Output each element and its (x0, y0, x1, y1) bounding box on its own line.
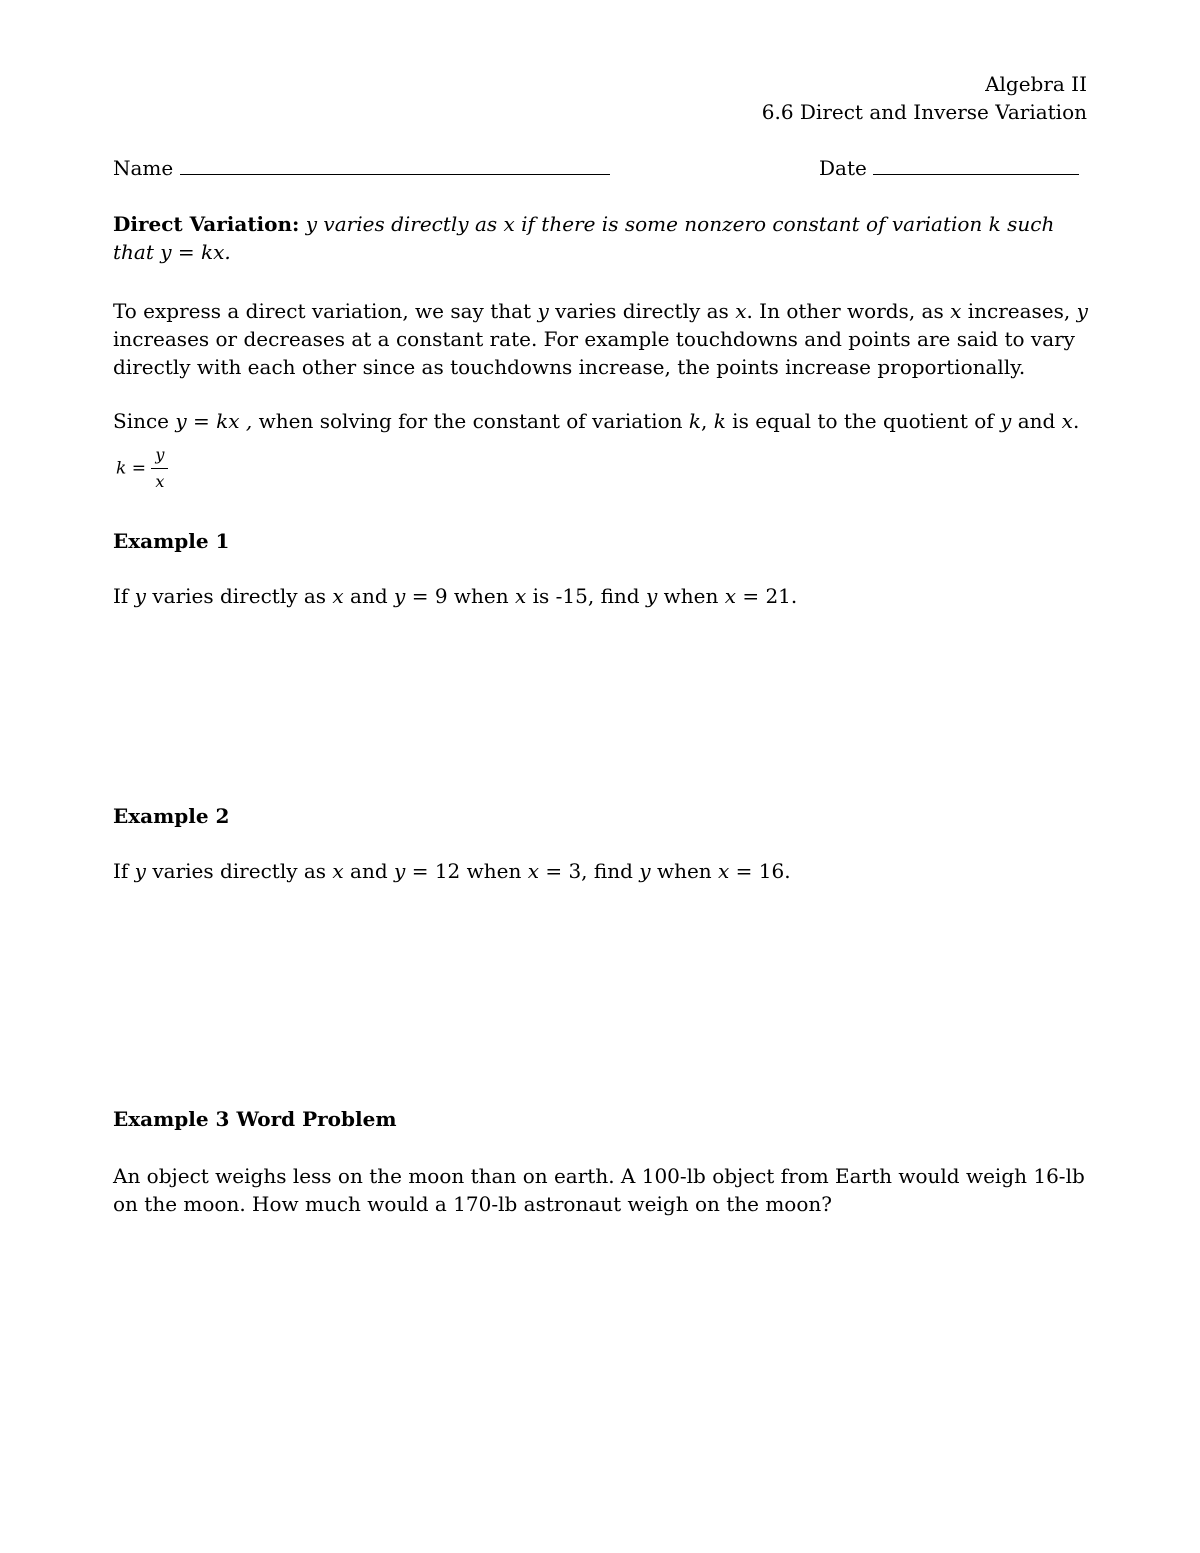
variable-y: y (1000, 409, 1012, 433)
explanation-text: increases or decreases at a constant rate. For example touchdowns and points are said to vary (113, 327, 1075, 351)
example-1-title: Example 1 (113, 529, 230, 553)
variable: y (639, 859, 651, 883)
variable-x: x (735, 299, 747, 323)
explanation-text: To express a direct variation, we say that (113, 299, 538, 323)
problem-text: = 12 when (405, 859, 528, 883)
explanation-paragraph (113, 297, 1088, 381)
problem-text: varies directly as (145, 859, 333, 883)
formula-numerator: y (151, 446, 168, 469)
problem-text: and (343, 859, 395, 883)
since-text: and (1011, 409, 1062, 433)
variable: x (514, 584, 527, 608)
name-field[interactable] (113, 156, 610, 180)
explanation-text: . In other words, as (746, 299, 951, 323)
problem-text: on the moon. How much would a 170-lb astronaut weigh on the moon? (113, 1192, 832, 1216)
since-text: , (700, 409, 714, 433)
problem-text: and (343, 584, 395, 608)
example-2-title: Example 2 (113, 804, 230, 828)
explanation-text: directly with each other since as touchdowns increase, the points increase proportionally. (113, 355, 1026, 379)
formula-denominator: x (155, 472, 165, 491)
problem-text: varies directly as (145, 584, 333, 608)
since-sentence (113, 407, 1079, 435)
problem-text: If (113, 584, 135, 608)
variable: x (718, 859, 730, 883)
problem-text: when (650, 859, 719, 883)
definition-text-1: y varies directly as x if there is some nonzero constant of variation k such (299, 212, 1055, 236)
problem-text: = 21. (735, 584, 798, 608)
since-text: is equal to the quotient of (725, 409, 1001, 433)
problem-text: is -15, find (526, 584, 646, 608)
example-2-problem (113, 859, 791, 883)
definition (113, 210, 1054, 266)
definition-text-2: that y = kx. (113, 240, 231, 264)
variable: y (645, 584, 658, 608)
course-title: Algebra II (985, 72, 1087, 96)
name-label: Name (113, 156, 174, 180)
date-blank[interactable] (873, 160, 1079, 175)
variable: y (134, 584, 146, 608)
variable-x: x (950, 299, 962, 323)
variable-y: y (537, 299, 549, 323)
explanation-text: increases, (961, 299, 1077, 323)
example-3-title: Example 3 Word Problem (113, 1107, 397, 1131)
variable: x (724, 584, 736, 608)
problem-text: when (657, 584, 725, 608)
formula-lhs: k = (116, 458, 146, 479)
explanation-text: varies directly as (548, 299, 736, 323)
problem-text: If (113, 859, 135, 883)
section-title: 6.6 Direct and Inverse Variation (761, 100, 1087, 124)
date-field[interactable] (819, 156, 1079, 180)
variable: y (394, 584, 406, 608)
variable: y (134, 859, 146, 883)
variable-y: y (1076, 299, 1088, 323)
problem-text: An object weighs less on the moon than on earth. A 100-lb object from Earth would weigh 16-lb (113, 1164, 1085, 1188)
since-text: when solving for the constant of variation (252, 409, 689, 433)
variable-x: x (1061, 409, 1073, 433)
problem-text: = 16. (729, 859, 791, 883)
example-1-problem (113, 584, 797, 608)
formula-fraction (151, 446, 168, 491)
variable: x (527, 859, 539, 883)
equation-inline: y = kx , (175, 409, 253, 433)
formula (116, 446, 168, 491)
since-text: . (1072, 409, 1080, 433)
since-text: Since (113, 409, 176, 433)
problem-text: = 3, find (538, 859, 640, 883)
variable-k: k (688, 409, 701, 433)
variable: y (394, 859, 406, 883)
variable-k: k (713, 409, 726, 433)
definition-label: Direct Variation: (113, 212, 300, 236)
problem-text: = 9 when (405, 584, 515, 608)
name-blank[interactable] (180, 160, 610, 175)
date-label: Date (819, 156, 867, 180)
variable: x (332, 859, 344, 883)
variable: x (332, 584, 344, 608)
example-3-problem (113, 1162, 1085, 1218)
